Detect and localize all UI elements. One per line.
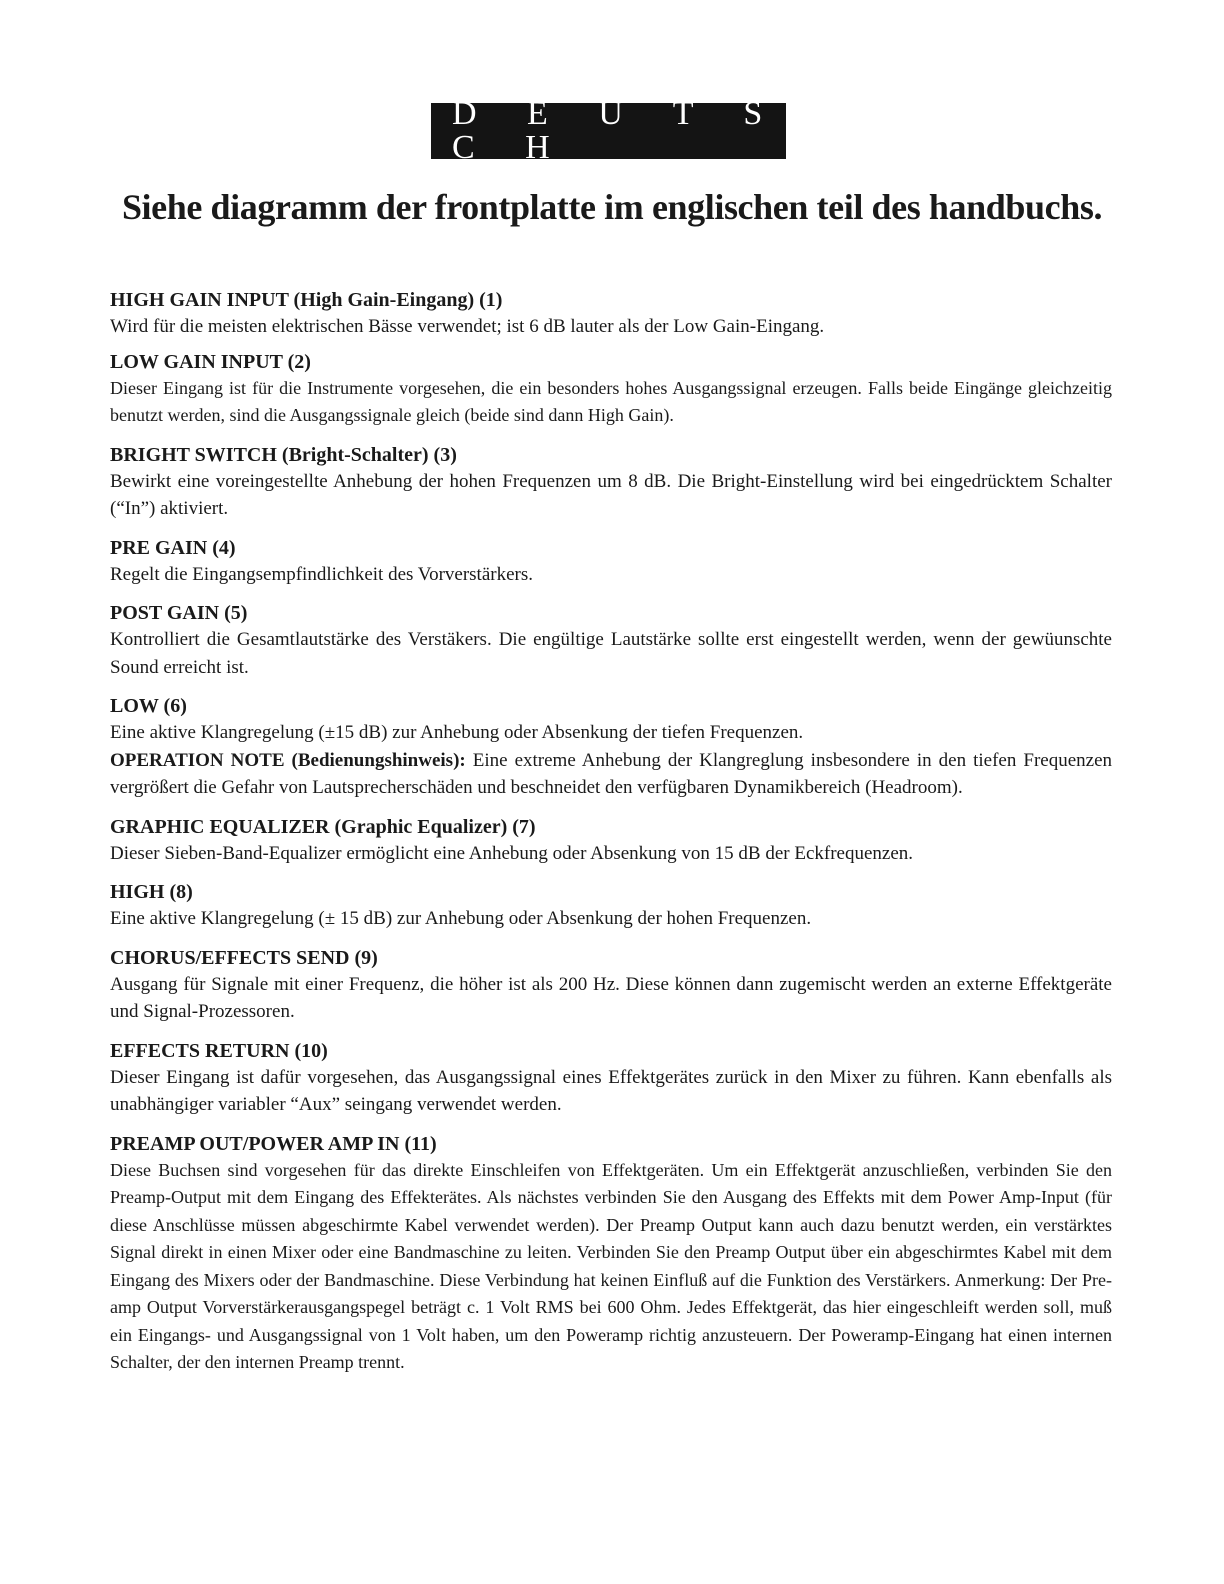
section-body: Kontrolliert die Gesamtlautstärke des Verstäkers. Die engültige Lautstärke sollte erst eingestellt werden, wenn der gewüunschte Sound erreicht ist.	[110, 629, 1112, 678]
section-bright-switch	[110, 442, 1112, 523]
section-body: Wird für die meisten elektrischen Bässe verwendet; ist 6 dB lauter als der Low Gain-Eingang.	[110, 316, 825, 337]
section-heading: LOW GAIN INPUT (2)	[110, 350, 311, 373]
section-heading: GRAPHIC EQUALIZER (Graphic Equalizer) (7)	[110, 815, 536, 838]
section-heading: LOW (6)	[110, 695, 187, 717]
section-heading: PREAMP OUT/POWER AMP IN (11)	[110, 1132, 437, 1155]
section-heading: EFFECTS RETURN (10)	[110, 1039, 328, 1062]
operation-note-text: Eine extreme Anhebung der Klangreglung insbesondere in den tiefen Frequenzen vergrößert die Gefahr von Lautsprecherschäden und beschneidet den verfügbaren Dynamikbereich (Headroom).	[110, 749, 1113, 798]
section-low-gain-input	[110, 349, 1112, 430]
section-body: Eine aktive Klangregelung (± 15 dB) zur Anhebung oder Absenkung der hohen Frequenzen.	[110, 908, 812, 929]
section-operation-note	[110, 747, 1112, 802]
section-body: Ausgang für Signale mit einer Frequenz, die höher ist als 200 Hz. Diese können dann zugemischt werden an externe Effektgeräte und Signal-Prozessoren.	[110, 973, 1112, 1022]
section-pre-gain	[110, 535, 1112, 589]
operation-note-label: OPERATION NOTE (Bedienungshinweis):	[110, 749, 466, 771]
section-heading: CHORUS/EFFECTS SEND (9)	[110, 946, 378, 969]
section-heading: PRE GAIN (4)	[110, 536, 236, 559]
section-heading: HIGH GAIN INPUT (High Gain-Eingang) (1)	[110, 289, 503, 311]
section-post-gain	[110, 600, 1112, 681]
section-high-gain-input	[110, 287, 1112, 341]
manual-content	[110, 287, 1112, 1377]
section-body: Bewirkt eine voreingestellte Anhebung der hohen Frequenzen um 8 dB. Die Bright-Einstellung wird bei eingedrücktem Schalter (“In”) aktiviert.	[110, 470, 1112, 519]
section-body: Dieser Sieben-Band-Equalizer ermöglicht eine Anhebung oder Absenkung von 15 dB der Eckfrequenzen.	[110, 842, 914, 864]
section-heading: HIGH (8)	[110, 881, 193, 903]
language-banner-text: D E U T S C H	[452, 95, 784, 166]
section-preamp-out-power-amp-in	[110, 1131, 1112, 1377]
section-body: Diese Buchsen sind vorgesehen für das direkte Einschleifen von Effektgeräten. Um ein Effektgerät anzuschließen, verbinden Sie den Preamp-Output mit dem Eingang des Effekterätes. Als nächstes verbinden Sie den Ausgang des Effekts mit dem Power Amp-Input (für diese Anschlüsse müssen abgeschirmte Kabel verwendet werden). Der Preamp Output kann auch dazu benutzt werden, ein verstärktes Signal direkt in einen Mixer oder eine Bandmaschine zu leiten. Verbinden Sie den Preamp Output über ein abgeschirmtes Kabel mit dem Eingang des Mixers oder der Bandmaschine. Diese Verbindung hat keinen Einfluß auf die Funktion des Verstärkers. Anmerkung: Der Pre-amp Output Vorverstärkerausgangspegel beträgt c. 1 Volt RMS bei 600 Ohm. Jedes Effektgerät, das hier eingeschleift werden soll, muß ein Eingangs- und Ausgangssignal von 1 Volt haben, um den Poweramp richtig anzusteuern. Der Poweramp-Eingang hat einen internen Schalter, der den internen Preamp trennt.	[110, 1159, 1112, 1372]
section-chorus-effects-send	[110, 945, 1112, 1026]
page-title: Siehe diagramm der frontplatte im englischen teil des handbuchs.	[121, 187, 1103, 227]
language-banner	[431, 95, 786, 166]
section-low	[110, 693, 1112, 747]
section-heading: BRIGHT SWITCH (Bright-Schalter) (3)	[110, 443, 457, 466]
section-body: Dieser Eingang ist für die Instrumente vorgesehen, die ein besonders hohes Ausgangssignal erzeugen. Falls beide Eingänge gleichzeitig benutzt werden, sind die Ausgangssignale gleich (beide sind dann High Gain).	[110, 377, 1112, 425]
section-graphic-equalizer	[110, 814, 1112, 868]
section-effects-return	[110, 1038, 1112, 1119]
section-body: Dieser Eingang ist dafür vorgesehen, das Ausgangssignal eines Effektgerätes zurück in den Mixer zu führen. Kann ebenfalls als unabhängiger variabler “Aux” seingang verwendet werden.	[110, 1066, 1112, 1115]
section-heading: POST GAIN (5)	[110, 602, 248, 624]
section-high	[110, 879, 1112, 933]
section-body: Regelt die Eingangsempfindlichkeit des Vorverstärkers.	[110, 563, 534, 585]
section-body: Eine aktive Klangregelung (±15 dB) zur Anhebung oder Absenkung der tiefen Frequenzen.	[110, 722, 804, 743]
operation-note	[110, 747, 1112, 802]
